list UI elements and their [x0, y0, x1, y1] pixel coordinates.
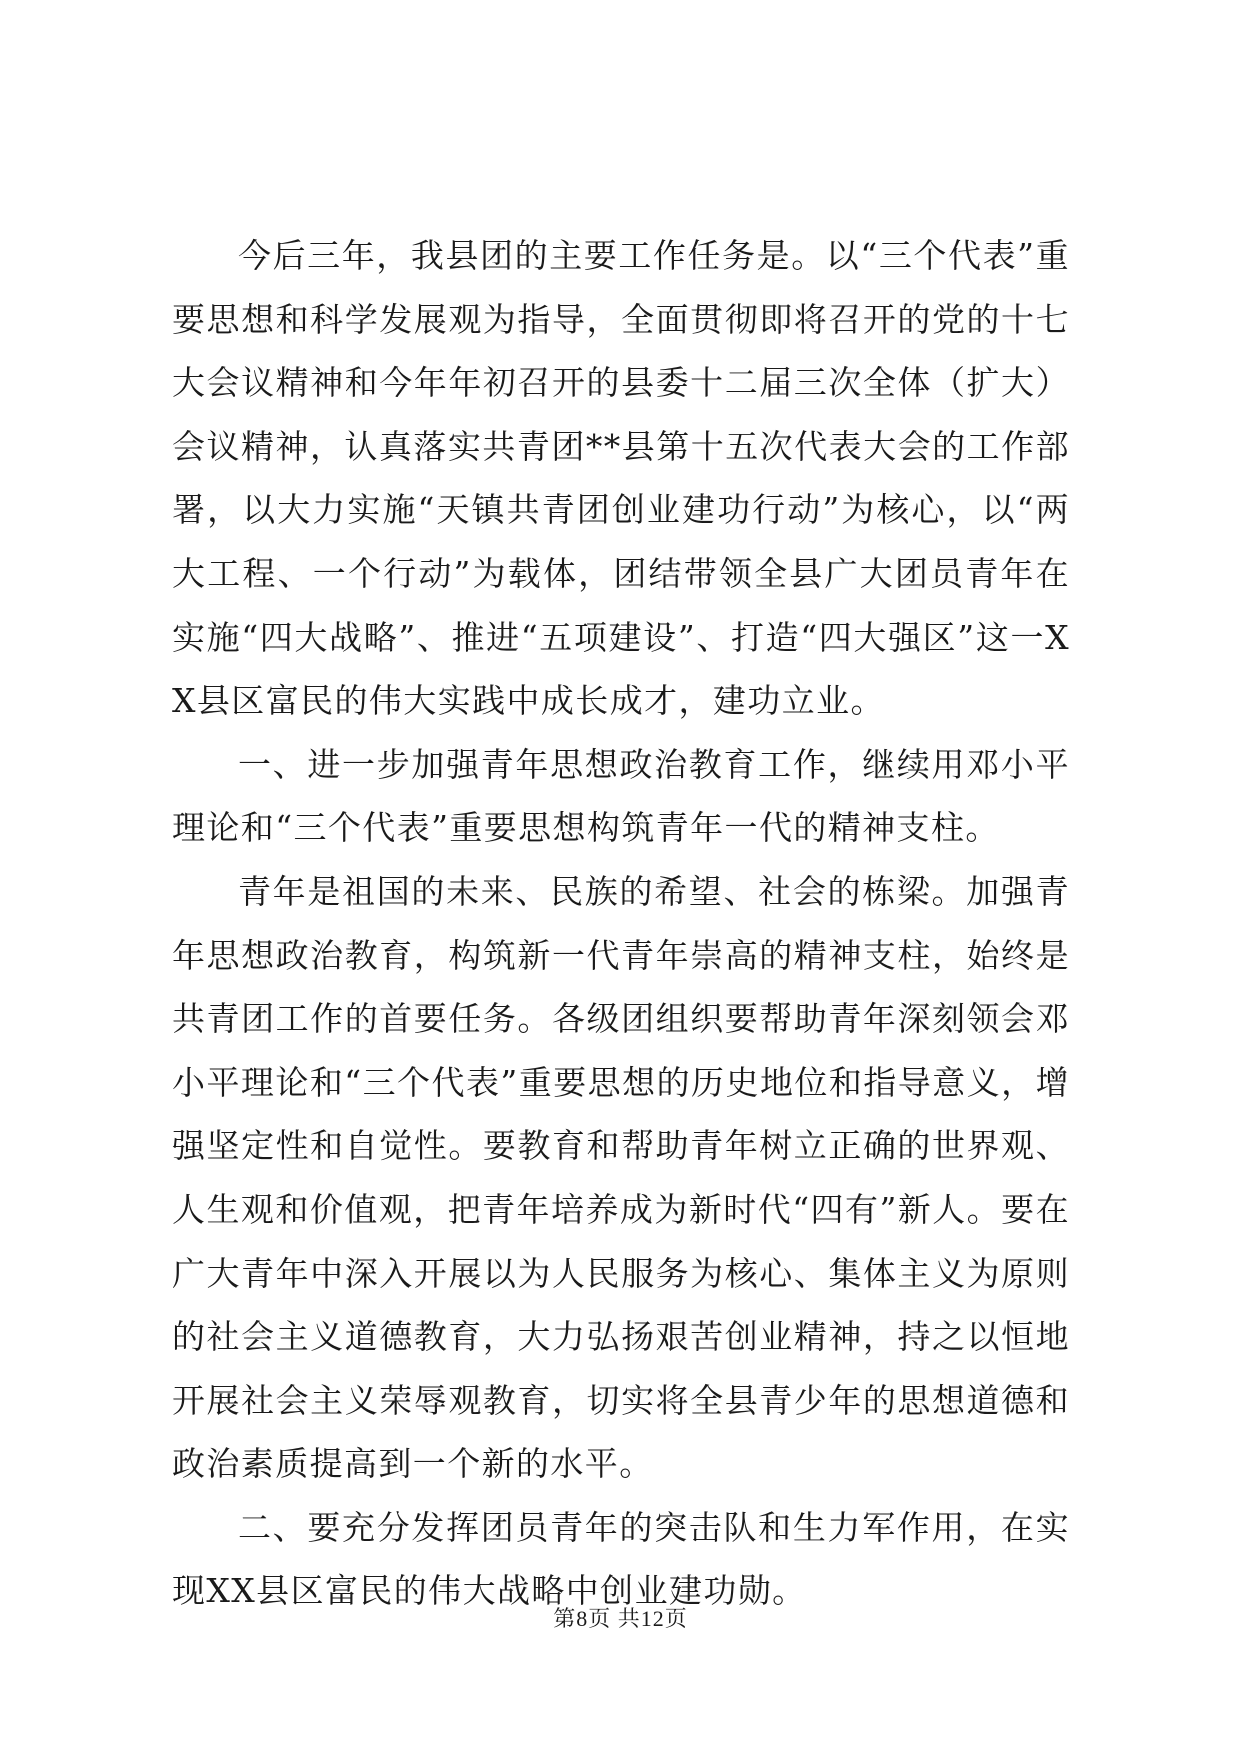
paragraph-section-two-heading: 二、要充分发挥团员青年的突击队和生力军作用，在实现XX县区富民的伟大战略中创业建功勋。 [172, 1507, 1070, 1611]
page-number-footer: 第8页 共12页 [553, 1606, 688, 1631]
document-body [172, 224, 1070, 1623]
paragraph-section-one-body: 青年是祖国的未来、民族的希望、社会的栋梁。加强青年思想政治教育，构筑新一代青年崇高的精神支柱，始终是共青团工作的首要任务。各级团组织要帮助青年深刻领会邓小平理论和“三个代表”重要思想的历史地位和指导意义，增强坚定性和自觉性。要教育和帮助青年树立正确的世界观、人生观和价值观，把青年培养成为新时代“四有”新人。要在广大青年中深入开展以为人民服务为核心、集体主义为原则的社会主义道德教育，大力弘扬艰苦创业精神，持之以恒地开展社会主义荣辱观教育，切实将全县青少年的思想道德和政治素质提高到一个新的水平。 [172, 871, 1070, 1484]
paragraph-section-one-heading: 一、进一步加强青年思想政治教育工作，继续用邓小平理论和“三个代表”重要思想构筑青年一代的精神支柱。 [172, 744, 1070, 848]
paragraph-intro: 今后三年，我县团的主要工作任务是。以“三个代表”重要思想和科学发展观为指导，全面贯彻即将召开的党的十七大会议精神和今年年初召开的县委十二届三次全体（扩大）会议精神，认真落实共青团**县第十五次代表大会的工作部署，以大力实施“天镇共青团创业建功行动”为核心，以“两大工程、一个行动”为载体，团结带领全县广大团员青年在实施“四大战略”、推进“五项建设”、打造“四大强区”这一XX县区富民的伟大实践中成长成才，建功立业。 [172, 236, 1070, 721]
